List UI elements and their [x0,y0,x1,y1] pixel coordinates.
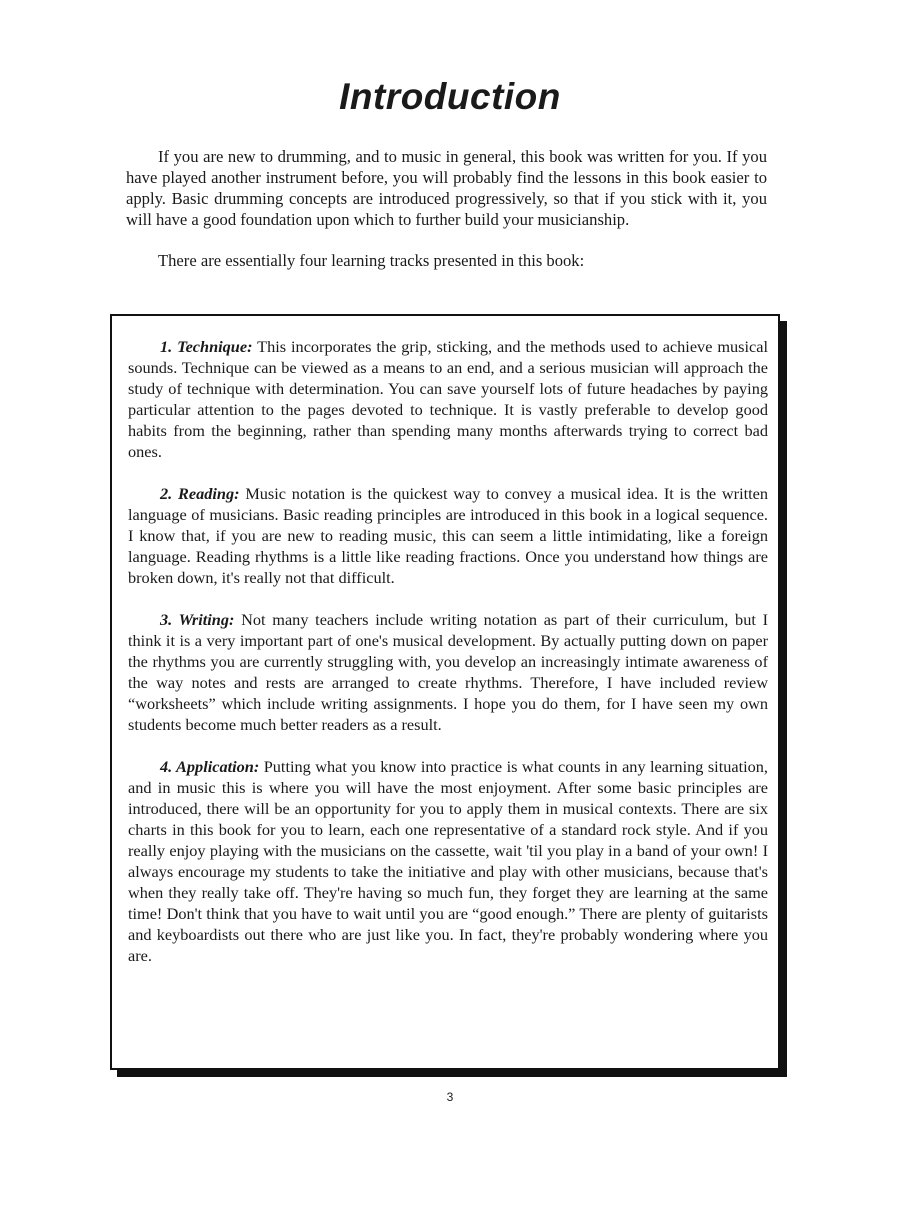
track-writing-text: Not many teachers include writing notation as part of their curriculum, but I think it is a very important part of one's musical development. By actually putting down on paper the rhythms you are currently struggling with, you develop an increasingly intimate awareness of the way notes and rests are arranged to create rhythms. Therefore, I have included review “worksheets” which include writing assignments. I hope you do them, for I have seen my own students become much better readers as a result. [128,610,768,734]
track-reading-text: Music notation is the quickest way to convey a musical idea. It is the written language of musicians. Basic reading principles are introduced in this book in a logical sequence. I know that, if you are new to reading music, this can seem a little intimidating, like a foreign language. Reading rhythms is a little like reading fractions. Once you understand how things are broken down, it's really not that difficult. [128,484,769,587]
intro-paragraph: If you are new to drumming, and to music in general, this book was written for you. If you have played another instrument before, you will probably find the lessons in this book easier to apply. Basic drumming concepts are introduced progressively, so that if you stick with it, you will have a good foundation upon which to further build your musicianship. [126,147,767,229]
track-application-text: Putting what you know into practice is what counts in any learning situation, and in music this is where you will have the most enjoyment. After some basic principles are introduced, there will be an opportunity for you to apply them in musical contexts. There are six charts in this book for you to learn, each one representative of a standard rock style. And if you really enjoy playing with the musicians on the cassette, wait 'til you play in a band of your own! I always encourage my students to take the initiative and play with other musicians, because that's when they really take off. They're having so much fun, they forget they are learning at the same time! Don't think that you have to wait until you are “good enough.” There are plenty of guitarists and keyboardists out there who are just like you. In fact, they're probably wondering where you are. [128,757,768,965]
track-reading [128,483,768,588]
track-reading-heading: 2. Reading: [160,484,240,503]
track-application [128,756,768,966]
track-application-heading: 4. Application: [160,757,260,776]
learning-tracks-box [110,314,780,1070]
intro-section [126,146,767,271]
track-writing [128,609,768,735]
intro-lead-in: There are essentially four learning tracks presented in this book: [158,251,585,270]
track-technique-text: This incorporates the grip, sticking, and the methods used to achieve musical sounds. Technique can be viewed as a means to an end, and a serious musician will approach the study of technique with determination. You can save yourself lots of future headaches by paying particular attention to the pages devoted to technique. It is vastly preferable to develop good habits from the beginning, rather than spending many months afterwards trying to correct bad ones. [128,337,768,461]
track-technique-heading: 1. Technique: [160,337,253,356]
page-number: 3 [446,1090,454,1104]
track-technique [128,336,768,462]
track-writing-heading: 3. Writing: [160,610,235,629]
page-title: Introduction [339,76,561,117]
learning-tracks-list [128,336,768,966]
